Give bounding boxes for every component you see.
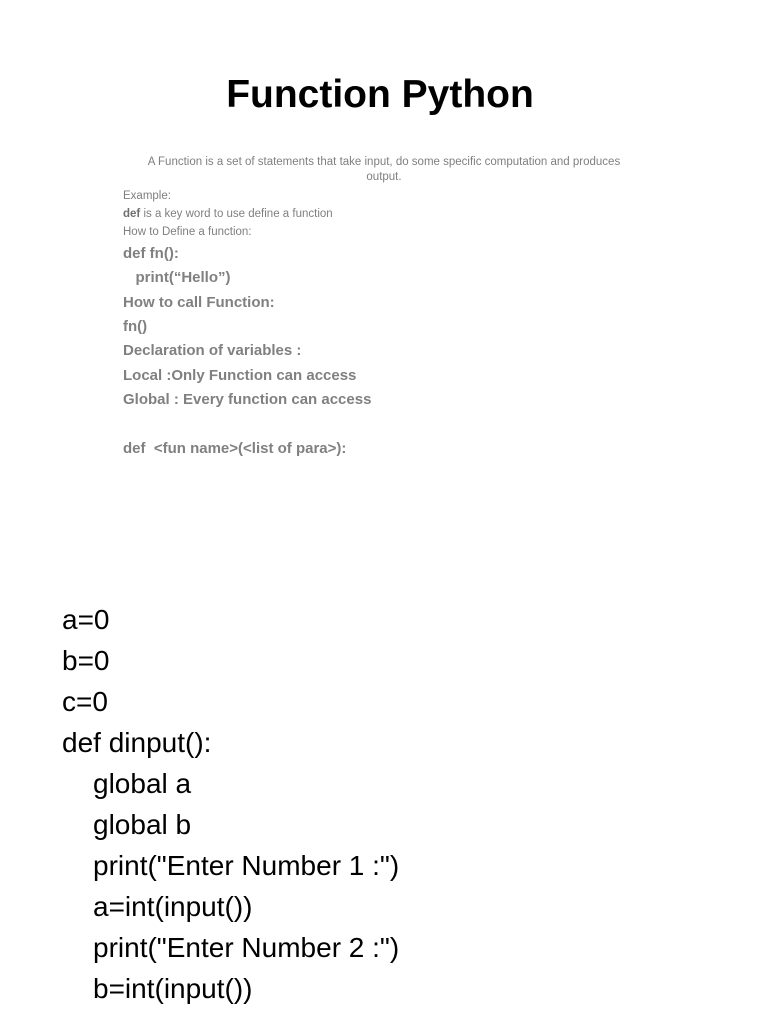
code-line: print("Enter Number 1 :") [93, 850, 400, 881]
code-line: print("Enter Number 2 :") [93, 932, 400, 963]
code-line: b=0 [62, 645, 110, 676]
code-line: a=int(input()) [93, 891, 253, 922]
how-define-label: How to Define a function: [123, 226, 252, 238]
snippet-line: Local :Only Function can access [123, 367, 357, 384]
snippet-line: def <fun name>(<list of para>): [123, 440, 347, 457]
code-line: global a [93, 768, 192, 799]
def-description [123, 207, 333, 222]
code-line: def dinput(): [62, 727, 212, 758]
snippet-line: print(“Hello”) [123, 269, 231, 286]
code-line: a=0 [62, 604, 110, 635]
code-line: c=0 [62, 686, 108, 717]
example-label: Example: [123, 190, 171, 202]
def-description-text: is a key word to use define a function [140, 208, 333, 220]
intro-paragraph: A Function is a set of statements that take input, do some specific computation and produces output. [147, 156, 621, 183]
snippet-line: def fn(): [123, 245, 179, 262]
def-keyword: def [123, 208, 141, 220]
code-line: global b [93, 809, 192, 840]
snippet-line: fn() [123, 318, 148, 335]
snippet-line: Global : Every function can access [123, 391, 372, 408]
snippet-line: Declaration of variables : [123, 342, 302, 359]
code-line: b=int(input()) [93, 973, 253, 1004]
snippet-line: How to call Function: [123, 294, 275, 311]
page-title: Function Python [226, 73, 534, 116]
